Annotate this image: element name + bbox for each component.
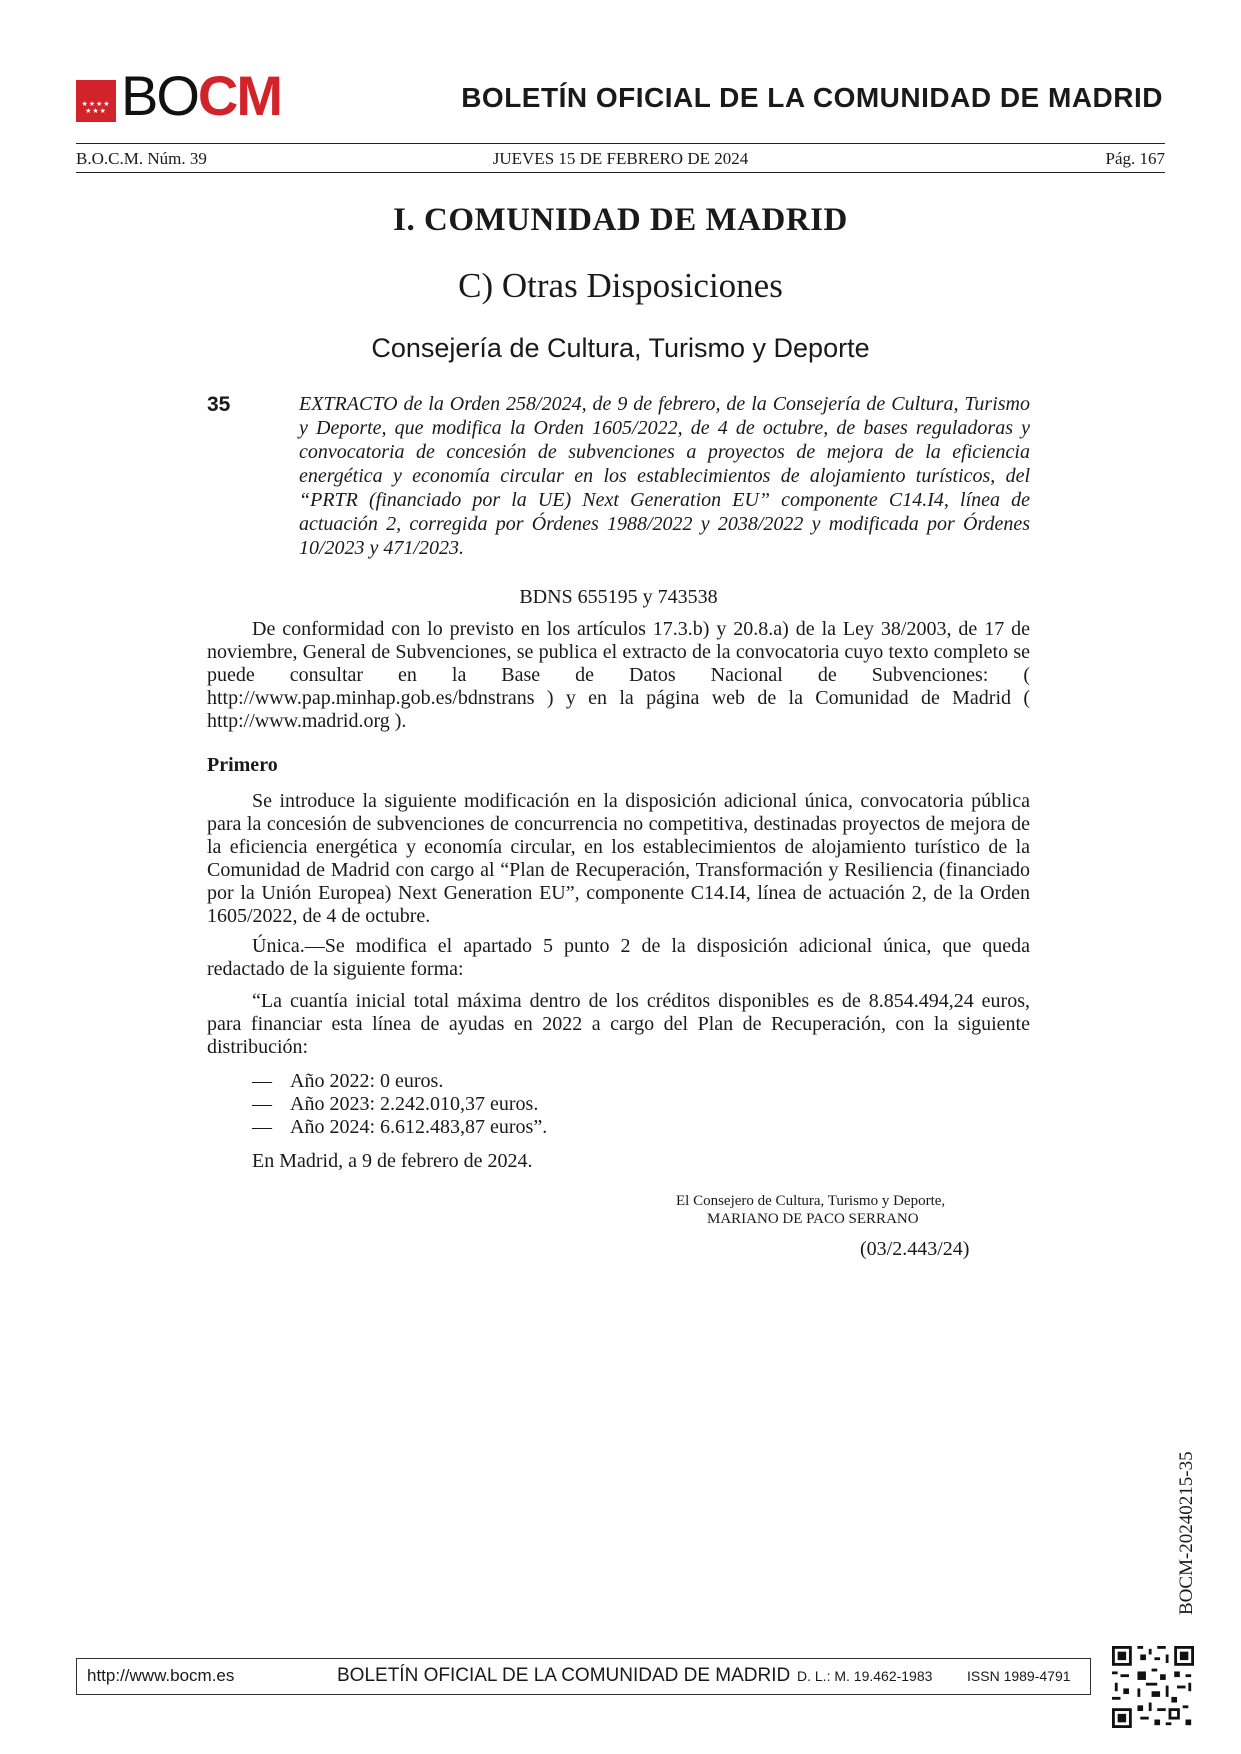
legal-deposit: D. L.: M. 19.462-1983	[797, 1668, 933, 1684]
header-rule	[76, 172, 1165, 173]
item-number: 35	[207, 393, 231, 416]
stars-icon: ★★★★ ★★★	[81, 100, 111, 115]
side-code: BOCM-20240215-35	[1176, 1451, 1197, 1615]
signer-role: El Consejero de Cultura, Turismo y Deporte,	[676, 1193, 946, 1209]
list-item: — Año 2022: 0 euros.	[252, 1070, 444, 1092]
list-item: — Año 2023: 2.242.010,37 euros.	[252, 1093, 539, 1115]
issue-number: B.O.C.M. Núm. 39	[76, 149, 207, 168]
section-title: I. COMUNIDAD DE MADRID	[393, 202, 848, 238]
issn: ISSN 1989-4791	[967, 1668, 1071, 1684]
page-number: Pág. 167	[1105, 149, 1165, 168]
distribution-list	[252, 1070, 547, 1139]
intro-paragraph: De conformidad con lo previsto en los artículos 17.3.b) y 20.8.a) de la Ley 38/2003, de 17 de noviembre, General de Subvenciones, se publica el extracto de la convocatoria cuyo texto completo se puede consultar en la Base de Datos Nacional de Subvenciones: ( http://www.pap.minhap.gob.es/bdnstrans ) y en la página web de la Comunidad de Madrid ( http://www.madrid.org ).	[207, 618, 1030, 732]
extract-summary: EXTRACTO de la Orden 258/2024, de 9 de febrero, de la Consejería de Cultura, Turismo y Deporte, que modifica la Orden 1605/2022, de 4 de octubre, de bases reguladoras y convocatoria de concesión de subvenciones a proyectos de mejora de la eficiencia energética y economía circular en los establecimientos de alojamiento turísticos, del “PRTR (financiado por la UE) Next Generation EU” componente C14.I4, línea de actuación 2, corregida por Órdenes 1988/2022 y 2038/2022 y modificada por Órdenes 10/2023 y 471/2023.	[299, 393, 1030, 559]
place-date: En Madrid, a 9 de febrero de 2024.	[252, 1150, 533, 1172]
header-rule	[76, 143, 1165, 144]
bocm-logo: BOCM	[121, 64, 282, 127]
paragraph: Se introduce la siguiente modificación en la disposición adicional única, convocatoria pública para la concesión de subvenciones de concurrencia no competitiva, destinadas proyectos de mejora de la eficiencia energética y economía circular, en los establecimientos de alojamiento turístico de la Comunidad de Madrid con cargo al “Plan de Recuperación, Transformación y Resiliencia (financiado por la Unión Europea) Next Generation EU”, componente C14.I4, línea de actuación 2, de la Orden 1605/2022, de 4 de octubre.	[207, 790, 1030, 927]
signer-name: MARIANO DE PACO SERRANO	[707, 1211, 919, 1227]
footer	[76, 1658, 1091, 1695]
list-item: — Año 2024: 6.612.483,87 euros”.	[252, 1116, 548, 1138]
department-title: Consejería de Cultura, Turismo y Deporte	[371, 333, 870, 363]
paragraph: “La cuantía inicial total máxima dentro de los créditos disponibles es de 8.854.494,24 euros, para financiar esta línea de ayudas en 2022 a cargo del Plan de Recuperación, con la siguiente distribución:	[207, 990, 1030, 1058]
section-subtitle: C) Otras Disposiciones	[458, 266, 783, 305]
masthead-title: BOLETÍN OFICIAL DE LA COMUNIDAD DE MADRID	[461, 82, 1163, 113]
document-reference: (03/2.443/24)	[860, 1238, 970, 1260]
footer-title: BOLETÍN OFICIAL DE LA COMUNIDAD DE MADRID	[337, 1665, 791, 1686]
issue-date: JUEVES 15 DE FEBRERO DE 2024	[492, 149, 749, 168]
paragraph: Única.—Se modifica el apartado 5 punto 2 de la disposición adicional única, que queda redactado de la siguiente forma:	[207, 935, 1030, 980]
bdns-reference: BDNS 655195 y 743538	[519, 586, 718, 608]
footer-url-link[interactable]: http://www.bocm.es	[87, 1666, 235, 1685]
qr-code-icon	[1112, 1646, 1194, 1728]
section-heading: Primero	[207, 754, 278, 776]
